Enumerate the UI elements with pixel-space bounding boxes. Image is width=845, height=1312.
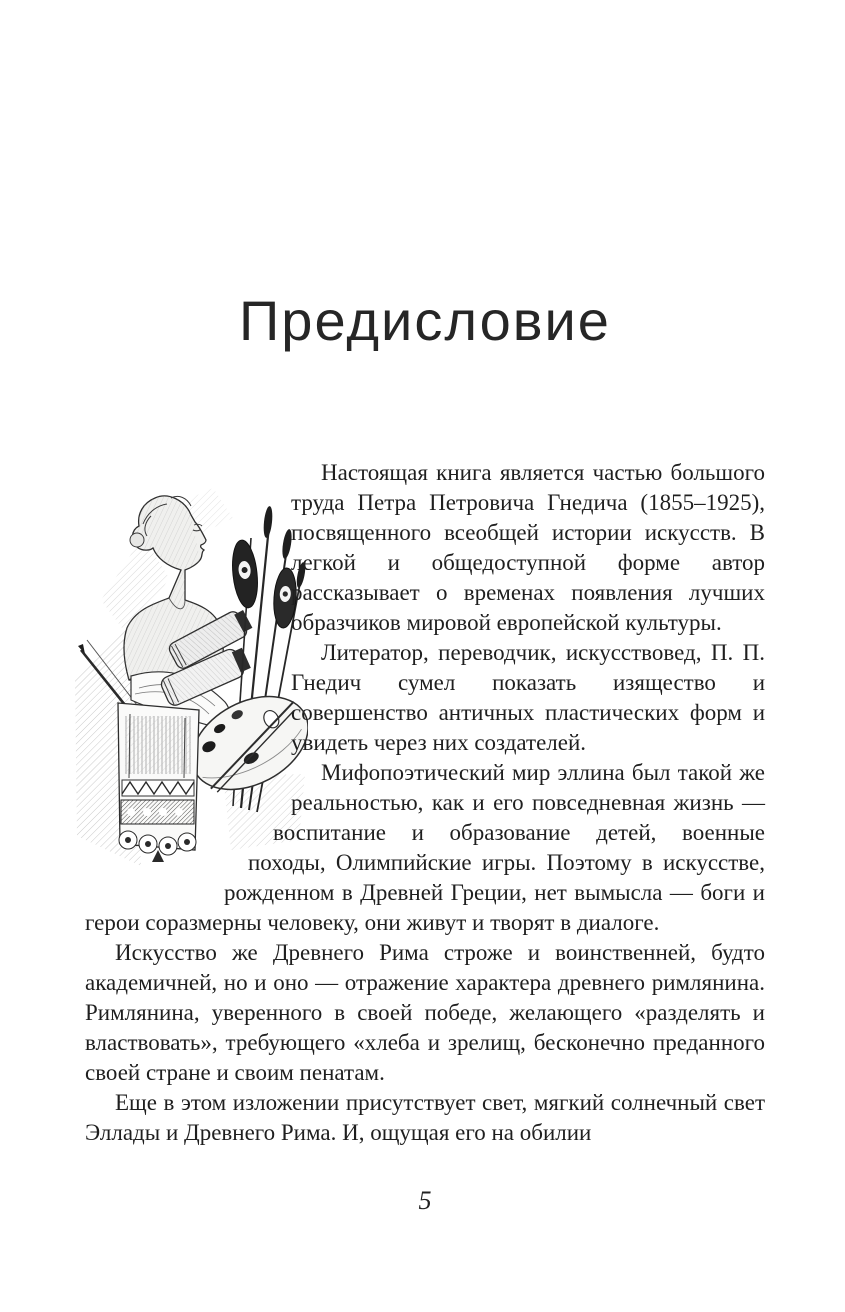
paragraph-3: Мифопоэтический мир эллина был такой же реальностью, как и его повседневная жизнь — воспитание и образование детей, военные походы, Олимпийские игры. Поэтому в искусстве, рожденном в Древней Греции, нет вымысла — боги и герои соразмерны человеку, они живут и творят в диалоге.	[85, 760, 765, 935]
page-number: 5	[418, 1186, 432, 1215]
engraving-illustration	[73, 478, 308, 868]
body-text-column	[85, 458, 765, 1148]
paragraph-4: Искусство же Древнего Рима строже и воинственней, будто академичней, но и оно — отражение характера древнего римлянина. Римлянина, уверенного в своей победе, желающего «разделять и властвовать», требующего «хлеба и зрелищ, бесконечно преданного своей стране и своим пенатам.	[85, 940, 765, 1085]
paragraph-5: Еще в этом изложении присутствует свет, мягкий солнечный свет Эллады и Древнего Рима. И, ощущая его на обилии	[85, 1090, 765, 1145]
paragraph-1: Настоящая книга является частью большого труда Петра Петровича Гнедича (1855–1925), посвященного всеобщей истории искусств. В легкой и общедоступной форме автор рассказывает о временах появления лучших образчиков мировой европейской культуры.	[291, 460, 765, 635]
pedestal-lace-cloth	[118, 703, 199, 862]
venus-bust-art-supplies-engraving-icon	[85, 458, 291, 908]
chapter-title: Предисловие	[239, 289, 611, 352]
paragraph-2: Литератор, переводчик, искусствовед, П. П. Гнедич сумел показать изящество и совершенство античных пластических форм и увидеть через них создателей.	[291, 640, 765, 755]
